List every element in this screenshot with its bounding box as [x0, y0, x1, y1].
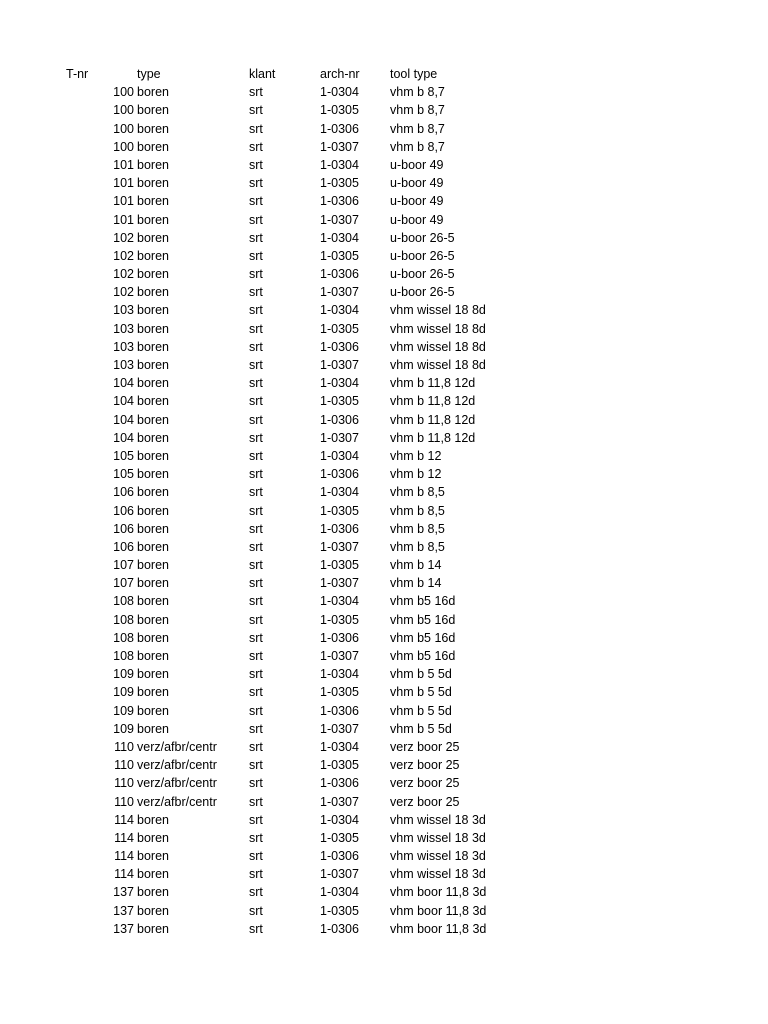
cell-type: boren: [137, 430, 169, 445]
cell-klant: srt: [249, 376, 263, 391]
cell-klant: srt: [249, 103, 263, 118]
table-row: [0, 774, 768, 792]
table-row: [0, 883, 768, 901]
cell-arch-nr: 1-0304: [320, 594, 359, 609]
cell-tool-type: vhm b 5 5d: [390, 667, 452, 682]
cell-klant: srt: [249, 903, 263, 918]
table-row: [0, 865, 768, 883]
header-row: [0, 65, 768, 83]
cell-klant: srt: [249, 921, 263, 936]
cell-type: boren: [137, 594, 169, 609]
cell-tool-type: vhm b 12: [390, 448, 442, 463]
table-row: [0, 283, 768, 301]
cell-tool-type: u-boor 26-5: [390, 230, 455, 245]
cell-type: boren: [137, 849, 169, 864]
cell-tool-type: vhm b 11,8 12d: [390, 430, 476, 445]
cell-tnr: 102: [113, 285, 134, 300]
cell-tnr: 103: [113, 321, 134, 336]
cell-arch-nr: 1-0307: [320, 212, 359, 227]
cell-tool-type: vhm wissel 18 3d: [390, 830, 486, 845]
table-row: [0, 138, 768, 156]
cell-tnr: 101: [113, 212, 134, 227]
cell-tnr: 101: [113, 194, 134, 209]
cell-tnr: 102: [113, 267, 134, 282]
cell-arch-nr: 1-0306: [320, 121, 359, 136]
cell-type: boren: [137, 394, 169, 409]
cell-arch-nr: 1-0306: [320, 776, 359, 791]
table-row: [0, 229, 768, 247]
cell-arch-nr: 1-0306: [320, 467, 359, 482]
cell-klant: srt: [249, 121, 263, 136]
cell-klant: srt: [249, 758, 263, 773]
cell-klant: srt: [249, 194, 263, 209]
cell-arch-nr: 1-0305: [320, 758, 359, 773]
cell-arch-nr: 1-0305: [320, 176, 359, 191]
cell-tool-type: vhm b 8,7: [390, 121, 445, 136]
cell-arch-nr: 1-0304: [320, 812, 359, 827]
cell-type: boren: [137, 303, 169, 318]
cell-klant: srt: [249, 776, 263, 791]
cell-type: boren: [137, 903, 169, 918]
cell-arch-nr: 1-0307: [320, 430, 359, 445]
cell-tnr: 108: [113, 594, 134, 609]
cell-type: boren: [137, 194, 169, 209]
cell-tnr: 110: [114, 758, 134, 773]
cell-arch-nr: 1-0307: [320, 721, 359, 736]
cell-arch-nr: 1-0304: [320, 157, 359, 172]
cell-type: boren: [137, 467, 169, 482]
cell-type: boren: [137, 339, 169, 354]
cell-klant: srt: [249, 358, 263, 372]
cell-type: boren: [137, 539, 169, 554]
cell-type: verz/afbr/centr: [137, 794, 217, 809]
cell-tool-type: u-boor 26-5: [390, 267, 455, 282]
cell-klant: srt: [249, 394, 263, 409]
cell-tnr: 100: [113, 121, 134, 136]
table-row: [0, 520, 768, 538]
cell-tool-type: vhm wissel 18 8d: [390, 303, 486, 318]
cell-tnr: 100: [113, 85, 134, 100]
table-row: [0, 920, 768, 938]
table-row: [0, 101, 768, 119]
cell-type: boren: [137, 867, 169, 882]
cell-type: verz/afbr/centr: [137, 776, 217, 791]
cell-tool-type: vhm b 5 5d: [390, 721, 452, 736]
table-row: [0, 720, 768, 738]
cell-arch-nr: 1-0306: [320, 412, 359, 427]
cell-type: boren: [137, 921, 169, 936]
cell-tool-type: u-boor 26-5: [390, 285, 455, 300]
cell-type: boren: [137, 157, 169, 172]
cell-klant: srt: [249, 85, 263, 100]
cell-klant: srt: [249, 339, 263, 354]
cell-arch-nr: 1-0305: [320, 248, 359, 263]
cell-klant: srt: [249, 558, 263, 573]
cell-klant: srt: [249, 503, 263, 518]
cell-tool-type: vhm boor 11,8 3d: [390, 903, 487, 918]
cell-tnr: 106: [113, 521, 134, 536]
cell-type: boren: [137, 139, 169, 154]
cell-klant: srt: [249, 667, 263, 682]
cell-arch-nr: 1-0306: [320, 703, 359, 718]
cell-arch-nr: 1-0304: [320, 448, 359, 463]
cell-tnr: 109: [113, 667, 134, 682]
cell-arch-nr: 1-0307: [320, 285, 359, 300]
cell-type: boren: [137, 685, 169, 700]
cell-tool-type: verz boor 25: [390, 758, 460, 773]
cell-tool-type: vhm b 14: [390, 558, 442, 573]
table-row: [0, 174, 768, 192]
table-row: [0, 647, 768, 665]
cell-arch-nr: 1-0306: [320, 194, 359, 209]
cell-tool-type: vhm wissel 18 3d: [390, 849, 486, 864]
cell-arch-nr: 1-0307: [320, 649, 359, 663]
cell-arch-nr: 1-0306: [320, 849, 359, 864]
table-row: [0, 465, 768, 483]
cell-klant: srt: [249, 703, 263, 718]
cell-tnr: 102: [113, 248, 134, 263]
cell-arch-nr: 1-0306: [320, 339, 359, 354]
cell-klant: srt: [249, 521, 263, 536]
cell-arch-nr: 1-0307: [320, 576, 359, 591]
cell-tool-type: u-boor 49: [390, 176, 444, 191]
cell-tool-type: vhm boor 11,8 3d: [390, 885, 487, 900]
cell-tool-type: u-boor 49: [390, 157, 444, 172]
cell-tool-type: u-boor 26-5: [390, 248, 455, 263]
cell-type: boren: [137, 812, 169, 827]
cell-tool-type: vhm b 8,5: [390, 503, 445, 518]
cell-tnr: 100: [113, 103, 134, 118]
cell-arch-nr: 1-0307: [320, 794, 359, 809]
cell-tool-type: vhm b 14: [390, 576, 442, 591]
table-row: [0, 811, 768, 829]
cell-tnr: 103: [113, 303, 134, 318]
cell-klant: srt: [249, 685, 263, 700]
cell-type: boren: [137, 485, 169, 500]
table-row: [0, 447, 768, 465]
cell-klant: srt: [249, 157, 263, 172]
table-row: [0, 665, 768, 683]
table-row: [0, 320, 768, 338]
cell-arch-nr: 1-0304: [320, 485, 359, 500]
cell-tnr: 137: [113, 921, 134, 936]
table-row: [0, 374, 768, 392]
table-row: [0, 247, 768, 265]
cell-tnr: 114: [114, 867, 134, 882]
table-row: [0, 83, 768, 101]
cell-klant: srt: [249, 267, 263, 282]
table-row: [0, 301, 768, 319]
cell-tool-type: vhm wissel 18 8d: [390, 321, 486, 336]
table-row: [0, 265, 768, 283]
cell-arch-nr: 1-0305: [320, 394, 359, 409]
cell-arch-nr: 1-0305: [320, 612, 359, 627]
cell-klant: srt: [249, 576, 263, 591]
cell-tnr: 108: [113, 649, 134, 663]
cell-arch-nr: 1-0305: [320, 503, 359, 518]
cell-klant: srt: [249, 539, 263, 554]
cell-tnr: 108: [113, 630, 134, 645]
table-row: [0, 356, 768, 374]
cell-arch-nr: 1-0304: [320, 85, 359, 100]
cell-klant: srt: [249, 812, 263, 827]
cell-klant: srt: [249, 467, 263, 482]
cell-type: boren: [137, 376, 169, 391]
table-row: [0, 502, 768, 520]
cell-type: boren: [137, 576, 169, 591]
cell-tnr: 104: [113, 376, 134, 391]
table-row: [0, 429, 768, 447]
cell-arch-nr: 1-0307: [320, 358, 359, 372]
cell-type: boren: [137, 721, 169, 736]
cell-tool-type: vhm b 11,8 12d: [390, 394, 476, 409]
cell-klant: srt: [249, 285, 263, 300]
table-row: [0, 629, 768, 647]
cell-klant: srt: [249, 885, 263, 900]
table-row: [0, 592, 768, 610]
cell-klant: srt: [249, 412, 263, 427]
cell-tnr: 105: [113, 467, 134, 482]
cell-klant: srt: [249, 867, 263, 882]
spreadsheet-table: [0, 65, 768, 938]
table-row: [0, 192, 768, 210]
cell-tool-type: u-boor 49: [390, 194, 444, 209]
cell-type: boren: [137, 521, 169, 536]
cell-tool-type: vhm b 8,7: [390, 103, 445, 118]
cell-tnr: 101: [113, 157, 134, 172]
cell-tool-type: vhm b5 16d: [390, 630, 456, 645]
cell-type: boren: [137, 885, 169, 900]
header-arch-nr: arch-nr: [320, 67, 360, 81]
cell-tool-type: vhm b 8,5: [390, 521, 445, 536]
cell-klant: srt: [249, 176, 263, 191]
cell-tnr: 137: [113, 885, 134, 900]
table-row: [0, 338, 768, 356]
cell-tnr: 104: [113, 430, 134, 445]
cell-tnr: 137: [113, 903, 134, 918]
cell-type: boren: [137, 212, 169, 227]
cell-type: boren: [137, 448, 169, 463]
cell-klant: srt: [249, 630, 263, 645]
cell-type: boren: [137, 176, 169, 191]
cell-type: boren: [137, 285, 169, 300]
cell-type: boren: [137, 103, 169, 118]
cell-tnr: 108: [113, 612, 134, 627]
header-klant: klant: [249, 67, 276, 81]
cell-tool-type: verz boor 25: [390, 794, 460, 809]
cell-klant: srt: [249, 303, 263, 318]
cell-klant: srt: [249, 721, 263, 736]
cell-type: boren: [137, 85, 169, 100]
cell-tnr: 106: [113, 503, 134, 518]
cell-tnr: 109: [113, 721, 134, 736]
cell-type: boren: [137, 267, 169, 282]
cell-tool-type: vhm boor 11,8 3d: [390, 921, 487, 936]
cell-type: boren: [137, 248, 169, 263]
cell-klant: srt: [249, 594, 263, 609]
cell-arch-nr: 1-0306: [320, 267, 359, 282]
cell-type: boren: [137, 703, 169, 718]
cell-arch-nr: 1-0307: [320, 539, 359, 554]
cell-tool-type: vhm wissel 18 8d: [390, 339, 486, 354]
table-row: [0, 120, 768, 138]
cell-tnr: 109: [113, 685, 134, 700]
cell-klant: srt: [249, 212, 263, 227]
cell-klant: srt: [249, 139, 263, 154]
cell-tnr: 114: [114, 812, 134, 827]
cell-tnr: 105: [113, 448, 134, 463]
header-tool-type: tool type: [390, 67, 438, 81]
cell-arch-nr: 1-0305: [320, 103, 359, 118]
cell-arch-nr: 1-0305: [320, 321, 359, 336]
cell-klant: srt: [249, 830, 263, 845]
table-row: [0, 156, 768, 174]
table-row: [0, 611, 768, 629]
cell-tnr: 104: [113, 412, 134, 427]
cell-klant: srt: [249, 794, 263, 809]
cell-arch-nr: 1-0305: [320, 830, 359, 845]
cell-tool-type: vhm b 12: [390, 467, 442, 482]
cell-tnr: 114: [114, 830, 134, 845]
cell-tool-type: vhm wissel 18 8d: [390, 358, 486, 372]
cell-tool-type: verz boor 25: [390, 776, 460, 791]
cell-tnr: 110: [114, 776, 134, 791]
cell-tool-type: vhm b5 16d: [390, 594, 456, 609]
cell-type: boren: [137, 358, 169, 372]
cell-tnr: 106: [113, 539, 134, 554]
cell-type: boren: [137, 230, 169, 245]
cell-tool-type: vhm wissel 18 3d: [390, 812, 486, 827]
cell-arch-nr: 1-0306: [320, 521, 359, 536]
cell-arch-nr: 1-0304: [320, 303, 359, 318]
cell-tool-type: verz boor 25: [390, 739, 460, 754]
table-row: [0, 738, 768, 756]
cell-tool-type: vhm b5 16d: [390, 612, 456, 627]
cell-arch-nr: 1-0305: [320, 903, 359, 918]
cell-klant: srt: [249, 430, 263, 445]
cell-type: verz/afbr/centr: [137, 758, 217, 773]
cell-tool-type: vhm b 8,5: [390, 485, 445, 500]
cell-arch-nr: 1-0307: [320, 139, 359, 154]
cell-type: boren: [137, 503, 169, 518]
table-row: [0, 483, 768, 501]
cell-tool-type: vhm b 8,7: [390, 85, 445, 100]
cell-tnr: 114: [114, 849, 134, 864]
cell-klant: srt: [249, 448, 263, 463]
table-row: [0, 556, 768, 574]
cell-tool-type: vhm b 11,8 12d: [390, 376, 476, 391]
cell-type: boren: [137, 558, 169, 573]
cell-tnr: 102: [113, 230, 134, 245]
table-row: [0, 829, 768, 847]
cell-tnr: 106: [113, 485, 134, 500]
cell-tool-type: vhm b 5 5d: [390, 685, 452, 700]
cell-type: verz/afbr/centr: [137, 739, 217, 754]
cell-type: boren: [137, 649, 169, 663]
cell-tnr: 103: [113, 339, 134, 354]
table-row: [0, 847, 768, 865]
cell-klant: srt: [249, 739, 263, 754]
cell-type: boren: [137, 121, 169, 136]
header-type: type: [137, 67, 161, 81]
table-row: [0, 574, 768, 592]
cell-arch-nr: 1-0307: [320, 867, 359, 882]
cell-tool-type: vhm wissel 18 3d: [390, 867, 486, 882]
cell-tnr: 103: [113, 358, 134, 372]
table-row: [0, 538, 768, 556]
cell-type: boren: [137, 612, 169, 627]
cell-klant: srt: [249, 485, 263, 500]
cell-type: boren: [137, 321, 169, 336]
cell-klant: srt: [249, 321, 263, 336]
cell-arch-nr: 1-0306: [320, 630, 359, 645]
cell-tool-type: vhm b 8,5: [390, 539, 445, 554]
cell-arch-nr: 1-0306: [320, 921, 359, 936]
cell-tnr: 110: [114, 739, 134, 754]
table-row: [0, 793, 768, 811]
cell-klant: srt: [249, 849, 263, 864]
table-row: [0, 411, 768, 429]
cell-tnr: 110: [114, 794, 134, 809]
cell-arch-nr: 1-0304: [320, 667, 359, 682]
cell-tool-type: vhm b 5 5d: [390, 703, 452, 718]
header-tnr: T-nr: [66, 67, 89, 81]
cell-type: boren: [137, 630, 169, 645]
cell-type: boren: [137, 667, 169, 682]
cell-tnr: 104: [113, 394, 134, 409]
cell-tool-type: vhm b 8,7: [390, 139, 445, 154]
cell-arch-nr: 1-0304: [320, 230, 359, 245]
cell-tnr: 107: [113, 576, 134, 591]
cell-arch-nr: 1-0305: [320, 685, 359, 700]
cell-tool-type: vhm b 11,8 12d: [390, 412, 476, 427]
cell-klant: srt: [249, 649, 263, 663]
cell-type: boren: [137, 412, 169, 427]
cell-tool-type: vhm b5 16d: [390, 649, 456, 663]
cell-tool-type: u-boor 49: [390, 212, 444, 227]
table-row: [0, 211, 768, 229]
table-row: [0, 683, 768, 701]
cell-tnr: 101: [113, 176, 134, 191]
cell-tnr: 109: [113, 703, 134, 718]
cell-klant: srt: [249, 230, 263, 245]
cell-type: boren: [137, 830, 169, 845]
cell-klant: srt: [249, 612, 263, 627]
cell-arch-nr: 1-0304: [320, 885, 359, 900]
table-row: [0, 702, 768, 720]
table-row: [0, 392, 768, 410]
cell-arch-nr: 1-0304: [320, 376, 359, 391]
cell-arch-nr: 1-0305: [320, 558, 359, 573]
cell-arch-nr: 1-0304: [320, 739, 359, 754]
cell-tnr: 100: [113, 139, 134, 154]
cell-klant: srt: [249, 248, 263, 263]
cell-tnr: 107: [113, 558, 134, 573]
table-row: [0, 756, 768, 774]
table-body: [0, 83, 768, 938]
table-row: [0, 902, 768, 920]
